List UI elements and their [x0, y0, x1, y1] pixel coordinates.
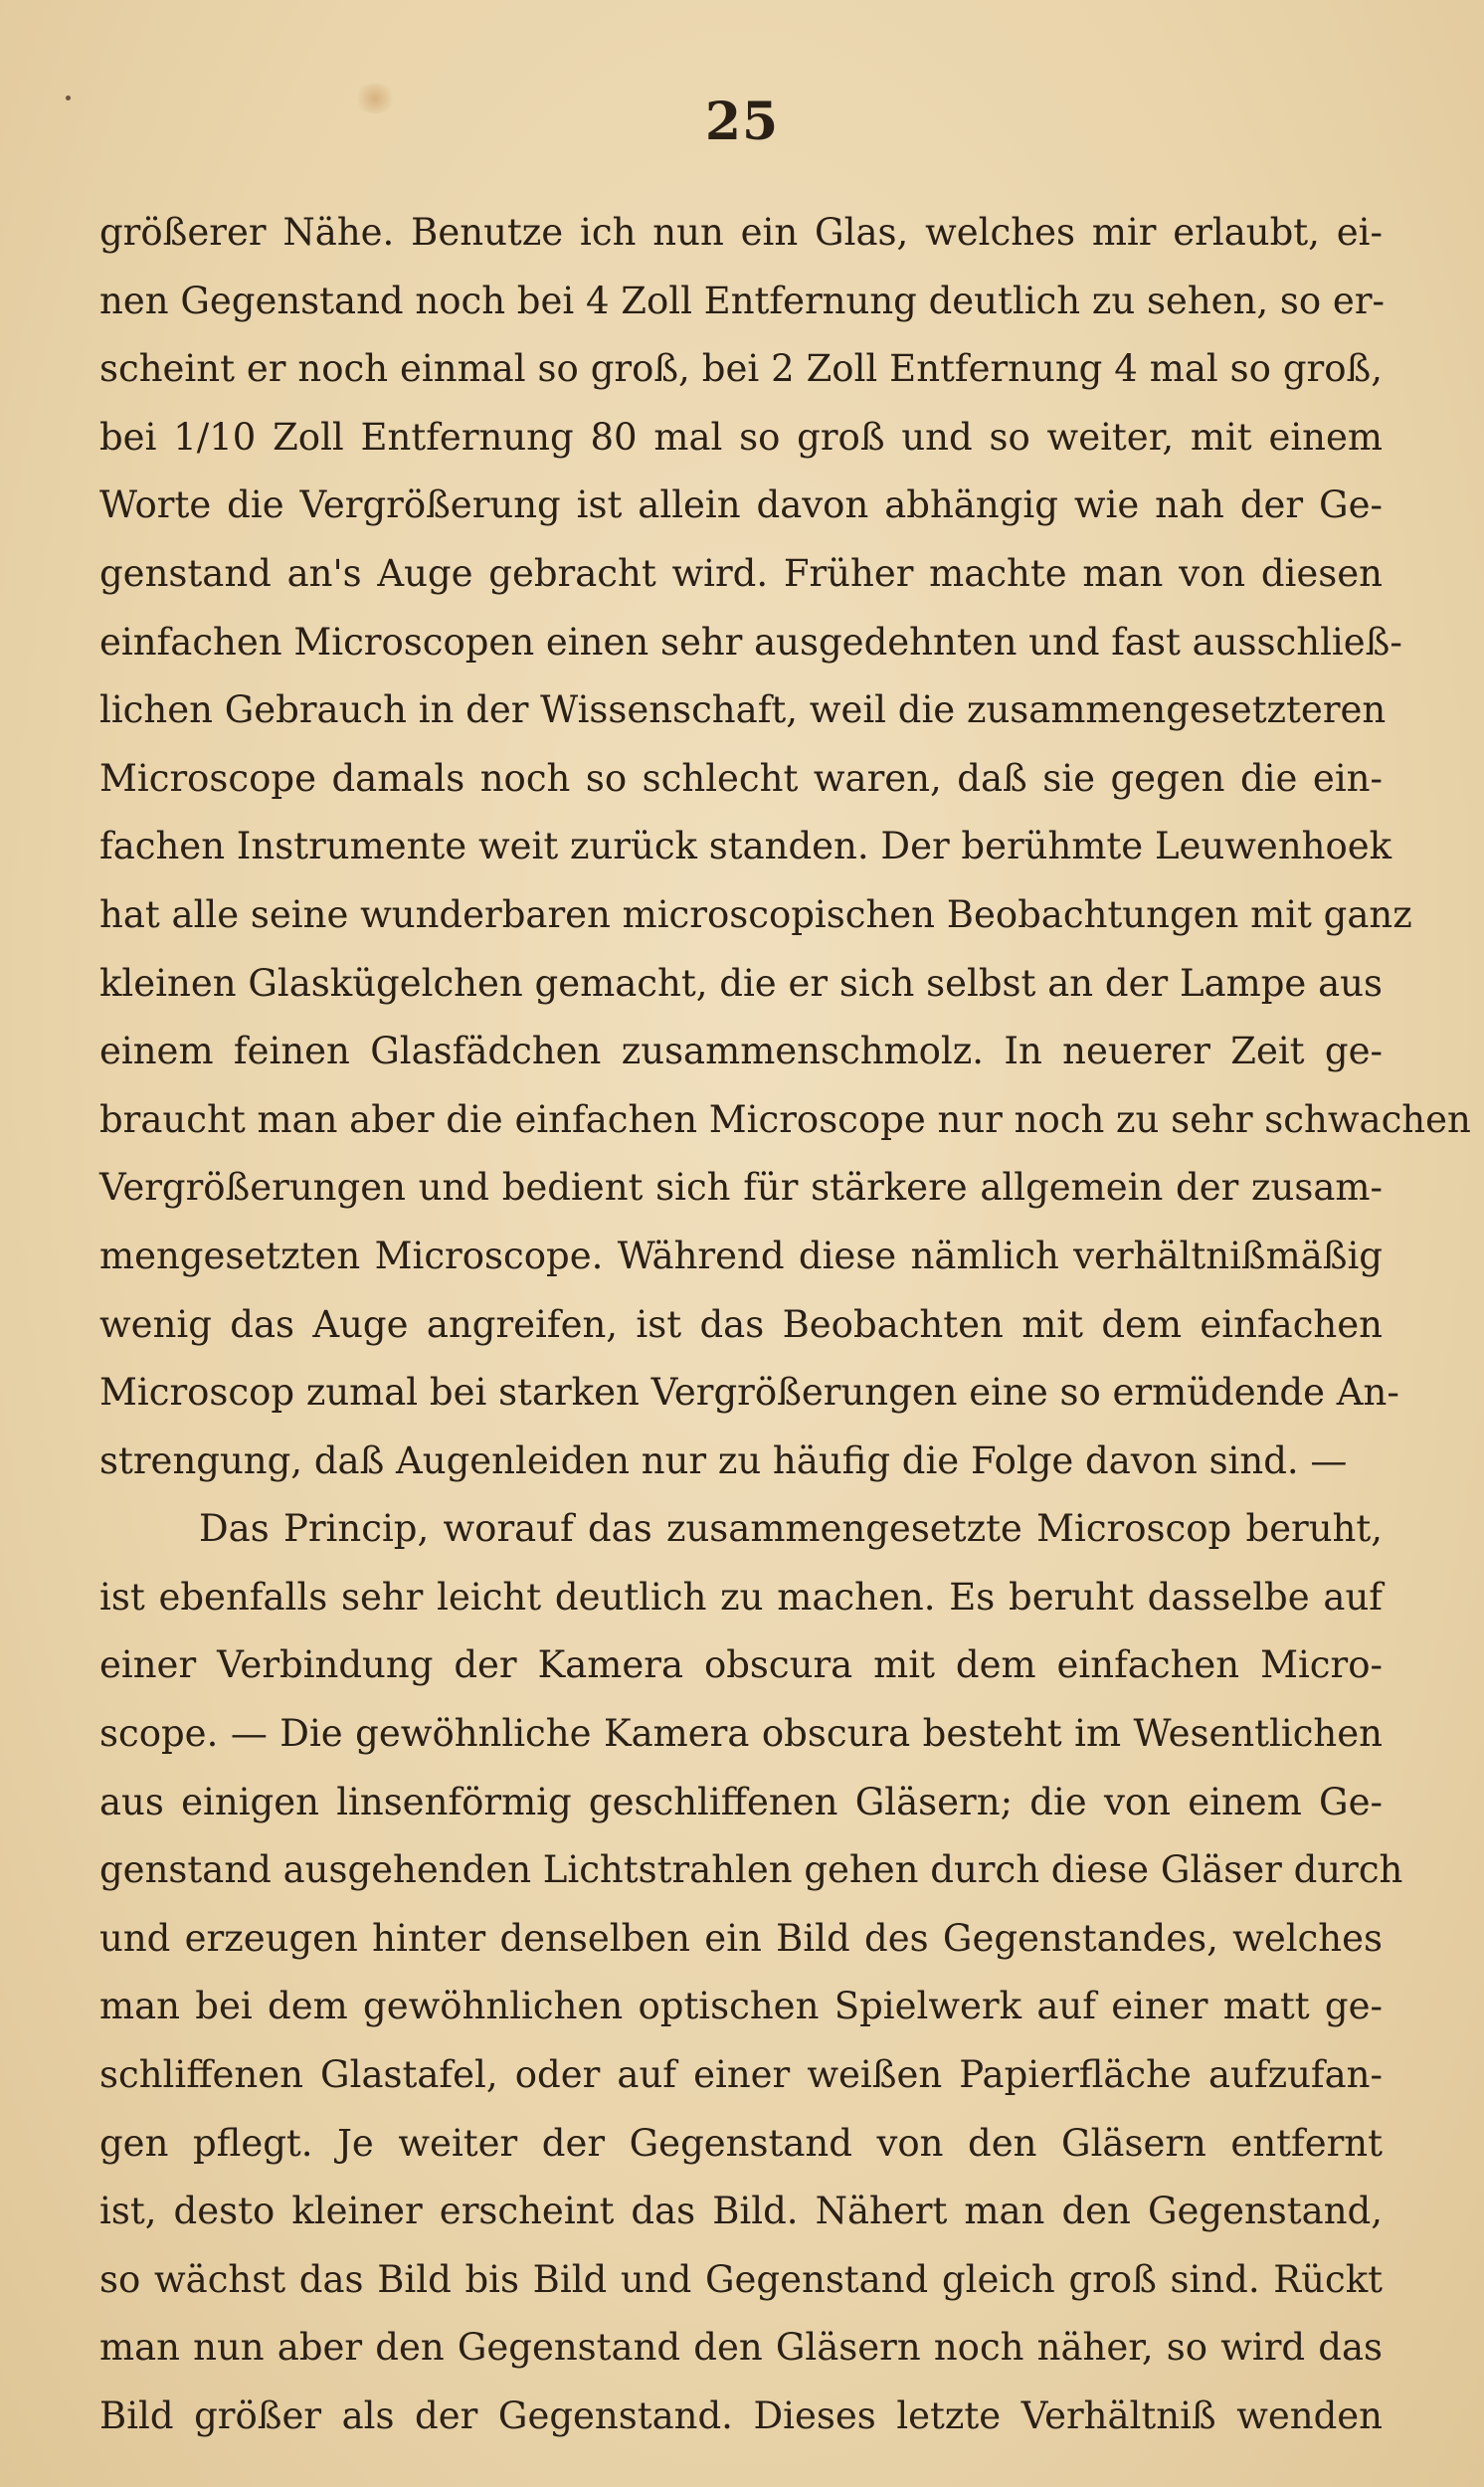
text-line: strengung, daß Augenleiden nur zu häufig die Folge davon sind. — [99, 1438, 1348, 1482]
text-line: bei 1/10 Zoll Entfernung 80 mal so groß und so weiter, mit einem [99, 415, 1383, 459]
text-line: hat alle seine wunderbaren microscopischen Beobachtungen mit ganz [99, 892, 1412, 936]
text-line: braucht man aber die einfachen Microscope nur noch zu sehr schwachen [99, 1097, 1471, 1141]
page-number: 25 [704, 92, 780, 152]
text-line: so wächst das Bild bis Bild und Gegenstand gleich groß sind. Rückt [99, 2257, 1383, 2301]
text-line: schliffenen Glastafel, oder auf einer weißen Papierfläche aufzufan- [99, 2053, 1383, 2097]
text-line: gen pflegt. Je weiter der Gegenstand von den Gläsern entfernt [99, 2121, 1383, 2165]
text-line: genstand ausgehenden Lichtstrahlen gehen durch diese Gläser durch [99, 1848, 1403, 1892]
text-line: lichen Gebrauch in der Wissenschaft, weil die zusammengesetzteren [99, 688, 1387, 732]
text-line: nen Gegenstand noch bei 4 Zoll Entfernung deutlich zu sehen, so er- [99, 279, 1386, 322]
text-line: Worte die Vergrößerung ist allein davon abhängig wie nah der Ge- [99, 483, 1383, 527]
text-line: Vergrößerungen und bedient sich für stärkere allgemein der zusam- [99, 1166, 1383, 1210]
text-line: kleinen Glaskügelchen gemacht, die er sich selbst an der Lampe aus [99, 961, 1383, 1005]
text-line: einem feinen Glasfädchen zusammenschmolz. In neuerer Zeit ge- [99, 1030, 1383, 1073]
text-line: man nun aber den Gegenstand den Gläsern noch näher, so wird das [99, 2326, 1383, 2370]
text-line: und erzeugen hinter denselben ein Bild des Gegenstandes, welches [99, 1916, 1383, 1960]
text-line: ist ebenfalls sehr leicht deutlich zu machen. Es beruht dasselbe auf [99, 1575, 1383, 1619]
text-line: einfachen Microscopen einen sehr ausgedehnten und fast ausschließ- [99, 620, 1402, 664]
text-line: einer Verbindung der Kamera obscura mit dem einfachen Micro- [99, 1643, 1383, 1687]
text-line: mengesetzten Microscope. Während diese nämlich verhältnißmäßig [99, 1234, 1383, 1277]
text-line: aus einigen linsenförmig geschliffenen Gläsern; die von einem Ge- [99, 1780, 1383, 1823]
text-line: Bild größer als der Gegenstand. Dieses letzte Verhältniß wenden [99, 2394, 1383, 2437]
text-line: man bei dem gewöhnlichen optischen Spielwerk auf einer matt ge- [99, 1985, 1383, 2028]
text-line: fachen Instrumente weit zurück standen. Der berühmte Leuwenhoek [99, 825, 1392, 868]
text-line: ist, desto kleiner erscheint das Bild. Nähert man den Gegenstand, [99, 2190, 1383, 2233]
text-line: genstand an's Auge gebracht wird. Früher machte man von diesen [99, 551, 1383, 595]
text-line: scheint er noch einmal so groß, bei 2 Zoll Entfernung 4 mal so groß, [99, 347, 1383, 391]
text-line: Microscop zumal bei starken Vergrößerungen eine so ermüdende An- [99, 1371, 1399, 1415]
text-line: größerer Nähe. Benutze ich nun ein Glas, welches mir erlaubt, ei- [99, 211, 1383, 254]
body-text [99, 199, 1471, 2451]
text-line: scope. — Die gewöhnliche Kamera obscura besteht im Wesentlichen [99, 1712, 1383, 1756]
text-line-paragraph-start: Das Princip, worauf das zusammengesetzte Microscop beruht, [199, 1507, 1383, 1551]
text-line: Microscope damals noch so schlecht waren, daß sie gegen die ein- [99, 756, 1383, 800]
text-line: wenig das Auge angreifen, ist das Beobachten mit dem einfachen [99, 1302, 1383, 1346]
